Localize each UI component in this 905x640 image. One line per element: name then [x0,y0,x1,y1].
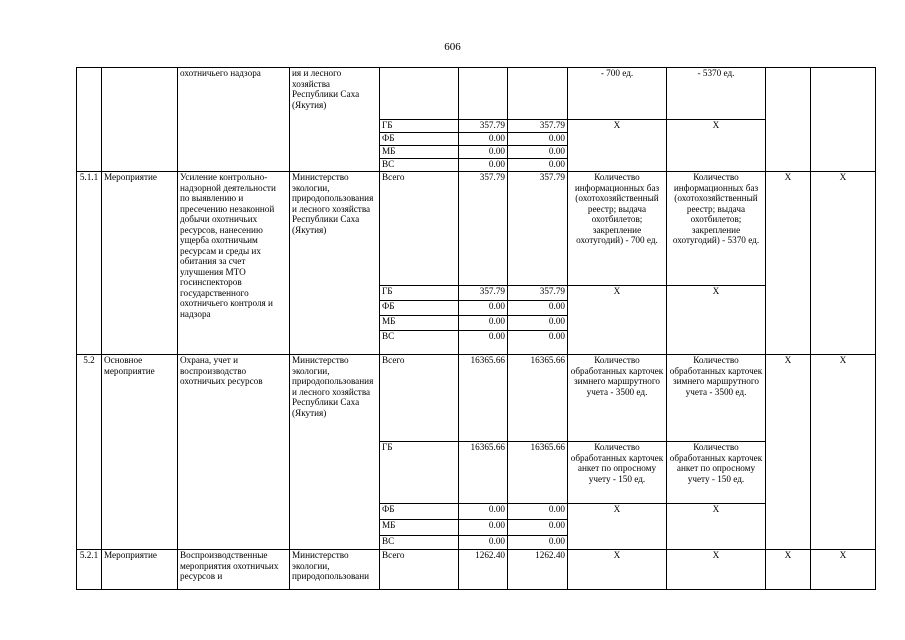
value-cell: 0.00 [459,520,508,536]
value-cell: 357.79 [508,120,568,133]
value-cell: 1262.40 [508,550,568,590]
source-cell: Всего [380,355,459,442]
code-cell: 5.2 [77,355,102,550]
source-cell: ВС [380,536,459,550]
value-cell: 0.00 [508,536,568,550]
source-cell: Всего [380,550,459,590]
type-cell: Мероприятие [102,550,178,590]
source-cell: ФБ [380,133,459,146]
code-cell: 5.2.1 [77,550,102,590]
value-cell: 0.00 [459,536,508,550]
value-cell: 0.00 [459,133,508,146]
page-number: 606 [444,41,461,53]
indicator-cell: - 700 ед. [568,68,667,120]
indicator-cell: Количество информационных баз (охотохозяйственный реестр; выдача охотбилетов; закрепление охотугодий) - 5370 ед. [667,172,766,286]
source-cell: ВС [380,159,459,172]
value-cell: 0.00 [508,301,568,316]
indicator-cell: Х [667,286,766,355]
name-cell: охотничьего надзора [178,68,290,172]
value-cell: 357.79 [508,172,568,286]
value-cell: 0.00 [459,331,508,355]
value-cell: 0.00 [508,331,568,355]
value-cell: 16365.66 [459,442,508,504]
value-cell: 16365.66 [508,355,568,442]
source-cell: МБ [380,520,459,536]
source-cell: МБ [380,316,459,331]
value-cell: 0.00 [508,146,568,159]
value-cell [459,68,508,120]
agency-cell: ия и лесного хозяйства Республики Саха (Якутия) [290,68,380,172]
value-cell: 0.00 [508,133,568,146]
agency-cell: Министерство экологии, природопользования и лесного хозяйства Республики Саха (Якутия) [290,355,380,550]
value-cell: 357.79 [459,120,508,133]
type-cell [102,68,178,172]
indicator-cell: Х [568,286,667,355]
value-cell: 0.00 [508,520,568,536]
source-cell: ФБ [380,504,459,520]
indicator-cell: Количество информационных баз (охотохозяйственный реестр; выдача охотбилетов; закрепление охотугодий) - 700 ед. [568,172,667,286]
value-cell: 357.79 [508,286,568,301]
name-cell: Усиление контрольно-надзорной деятельности по выявлению и пресечению незаконной добычи охотничьих ресурсов, нанесению ущерба охотничьим ресурсам и среды их обитания за счет улучшения МТО госинспекторов государственного охотничьего контроля и надзора [178,172,290,355]
name-cell: Воспроизводственные мероприятия охотничьих ресурсов и [178,550,290,590]
program-table [76,67,876,590]
marker-cell [766,68,811,172]
marker-cell: Х [811,355,876,550]
value-cell: 0.00 [508,159,568,172]
value-cell: 1262.40 [459,550,508,590]
indicator-cell: Х [568,120,667,172]
value-cell: 0.00 [459,146,508,159]
indicator-cell: Количество обработанных карточек зимнего маршрутного учета - 3500 ед. [667,355,766,442]
marker-cell: Х [766,550,811,590]
value-cell: 357.79 [459,172,508,286]
table-row [77,172,876,286]
source-cell: ФБ [380,301,459,316]
type-cell: Мероприятие [102,172,178,355]
source-cell: Всего [380,172,459,286]
value-cell: 0.00 [508,316,568,331]
type-cell: Основное мероприятие [102,355,178,550]
marker-cell: Х [766,355,811,550]
marker-cell: Х [811,172,876,355]
indicator-cell: Х [568,504,667,550]
agency-cell: Министерство экологии, природопользовани [290,550,380,590]
indicator-cell: Количество обработанных карточек зимнего маршрутного учета - 3500 ед. [568,355,667,442]
indicator-cell: Х [667,504,766,550]
indicator-cell: Х [667,120,766,172]
marker-cell [811,68,876,172]
source-cell: ВС [380,331,459,355]
indicator-cell: Количество обработанных карточек анкет по опросному учету - 150 ед. [667,442,766,504]
source-cell: МБ [380,146,459,159]
value-cell: 0.00 [459,504,508,520]
value-cell: 357.79 [459,286,508,301]
source-cell [380,68,459,120]
indicator-cell: - 5370 ед. [667,68,766,120]
value-cell: 16365.66 [508,442,568,504]
indicator-cell: Х [568,550,667,590]
source-cell: ГБ [380,286,459,301]
indicator-cell: Х [667,550,766,590]
table-row [77,355,876,442]
code-cell [77,68,102,172]
marker-cell: Х [811,550,876,590]
code-cell: 5.1.1 [77,172,102,355]
table-row [77,68,876,120]
value-cell: 0.00 [508,504,568,520]
source-cell: ГБ [380,442,459,504]
agency-cell: Министерство экологии, природопользования и лесного хозяйства Республики Саха (Якутия) [290,172,380,355]
value-cell [508,68,568,120]
indicator-cell: Количество обработанных карточек анкет по опросному учету - 150 ед. [568,442,667,504]
marker-cell: Х [766,172,811,355]
source-cell: ГБ [380,120,459,133]
table-row [77,550,876,590]
value-cell: 0.00 [459,301,508,316]
value-cell: 16365.66 [459,355,508,442]
name-cell: Охрана, учет и воспроизводство охотничьих ресурсов [178,355,290,550]
value-cell: 0.00 [459,159,508,172]
value-cell: 0.00 [459,316,508,331]
